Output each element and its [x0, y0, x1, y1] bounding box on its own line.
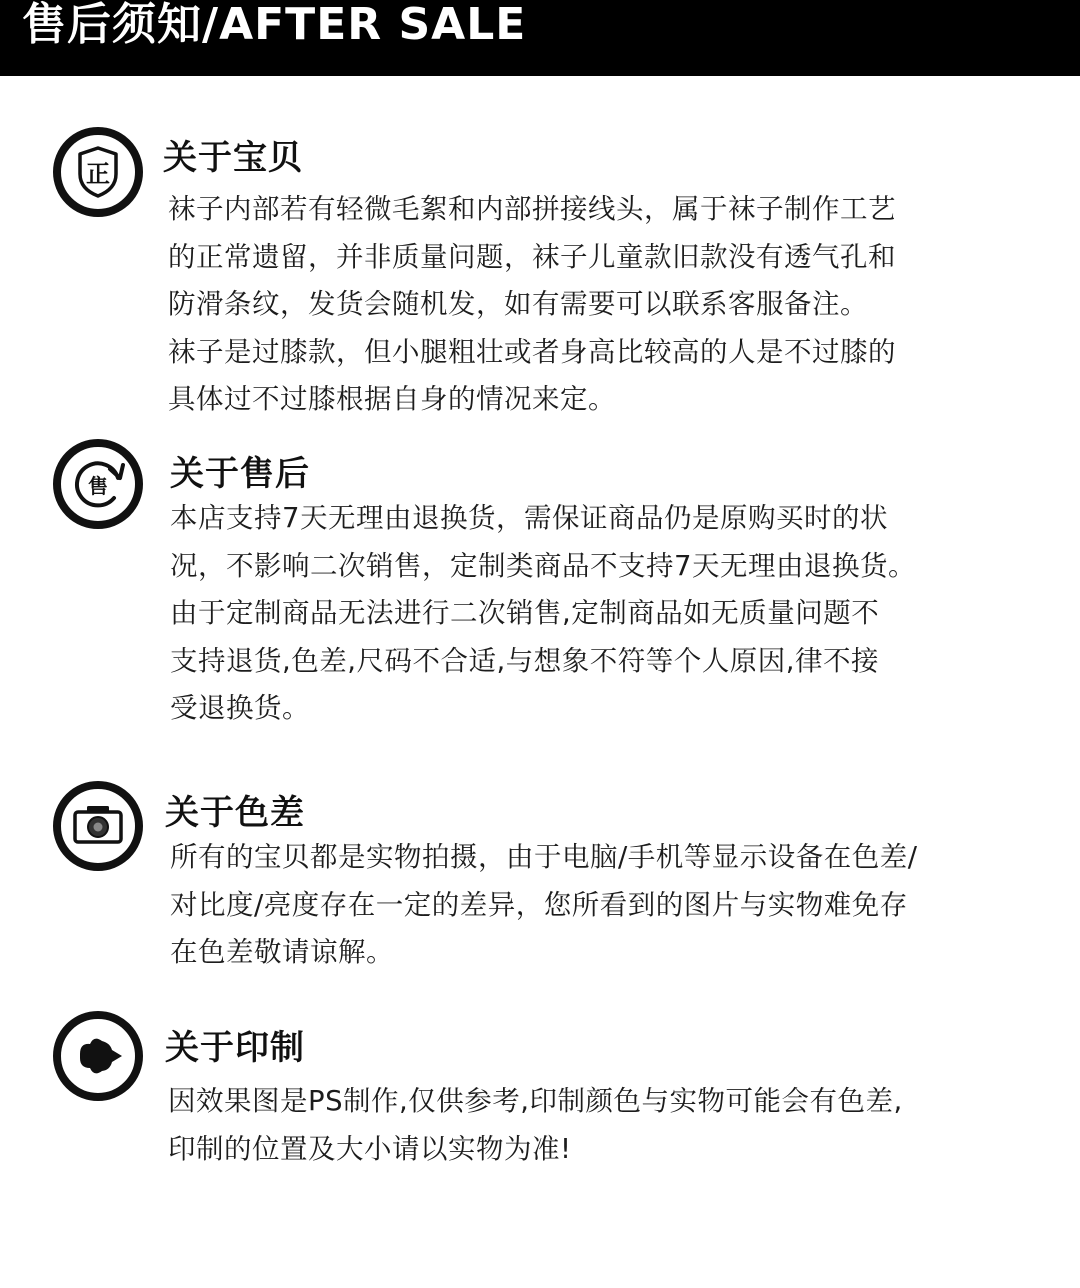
section-title: 关于印制: [165, 1028, 305, 1068]
print-blob-icon: [52, 1010, 144, 1102]
svg-text:正: 正: [86, 160, 110, 188]
text-line: 支持退货,色差,尺码不合适,与想象不符等个人原因,律不接: [170, 644, 879, 677]
text-line: 印制的位置及大小请以实物为准!: [168, 1132, 572, 1165]
text-line: 具体过不过膝根据自身的情况来定。: [168, 383, 616, 415]
text-line: 由于定制商品无法进行二次销售,定制商品如无质量问题不: [170, 597, 880, 629]
section-title: 关于色差: [165, 793, 305, 833]
text-line: 所有的宝贝都是实物拍摄，由于电脑/手机等显示设备在色差/: [170, 841, 918, 873]
page-title: 售后须知/AFTER SALE: [22, 0, 527, 50]
section-body: [170, 834, 1030, 977]
shield-zheng-icon: [52, 126, 144, 218]
text-line: 对比度/亮度存在一定的差异，您所看到的图片与实物难免存: [170, 888, 908, 921]
refresh-after-sale-icon: [52, 438, 144, 530]
section-title: 关于宝贝: [163, 138, 303, 178]
text-line: 况，不影响二次销售，定制类商品不支持7天无理由退换货。: [170, 549, 916, 582]
text-line: 袜子是过膝款，但小腿粗壮或者身高比较高的人是不过膝的: [168, 335, 896, 368]
section-body: [168, 1078, 1028, 1173]
text-line: 受退换货。: [170, 692, 310, 724]
text-line: 防滑条纹，发货会随机发，如有需要可以联系客服备注。: [168, 288, 868, 320]
text-line: 因效果图是PS制作,仅供参考,印制颜色与实物可能会有色差,: [168, 1085, 903, 1117]
section-body: [168, 186, 1028, 424]
text-line: 的正常遗留，并非质量问题，袜子儿童款旧款没有透气孔和: [168, 240, 896, 273]
camera-icon: [52, 780, 144, 872]
section-title: 关于售后: [170, 454, 310, 494]
section-body: [170, 495, 1030, 733]
text-line: 本店支持7天无理由退换货，需保证商品仍是原购买时的状: [170, 502, 888, 534]
text-line: 袜子内部若有轻微毛絮和内部拼接线头，属于袜子制作工艺: [168, 193, 896, 225]
header-bar: [0, 0, 1080, 76]
svg-text:售: 售: [88, 474, 108, 498]
text-line: 在色差敬请谅解。: [170, 936, 394, 968]
